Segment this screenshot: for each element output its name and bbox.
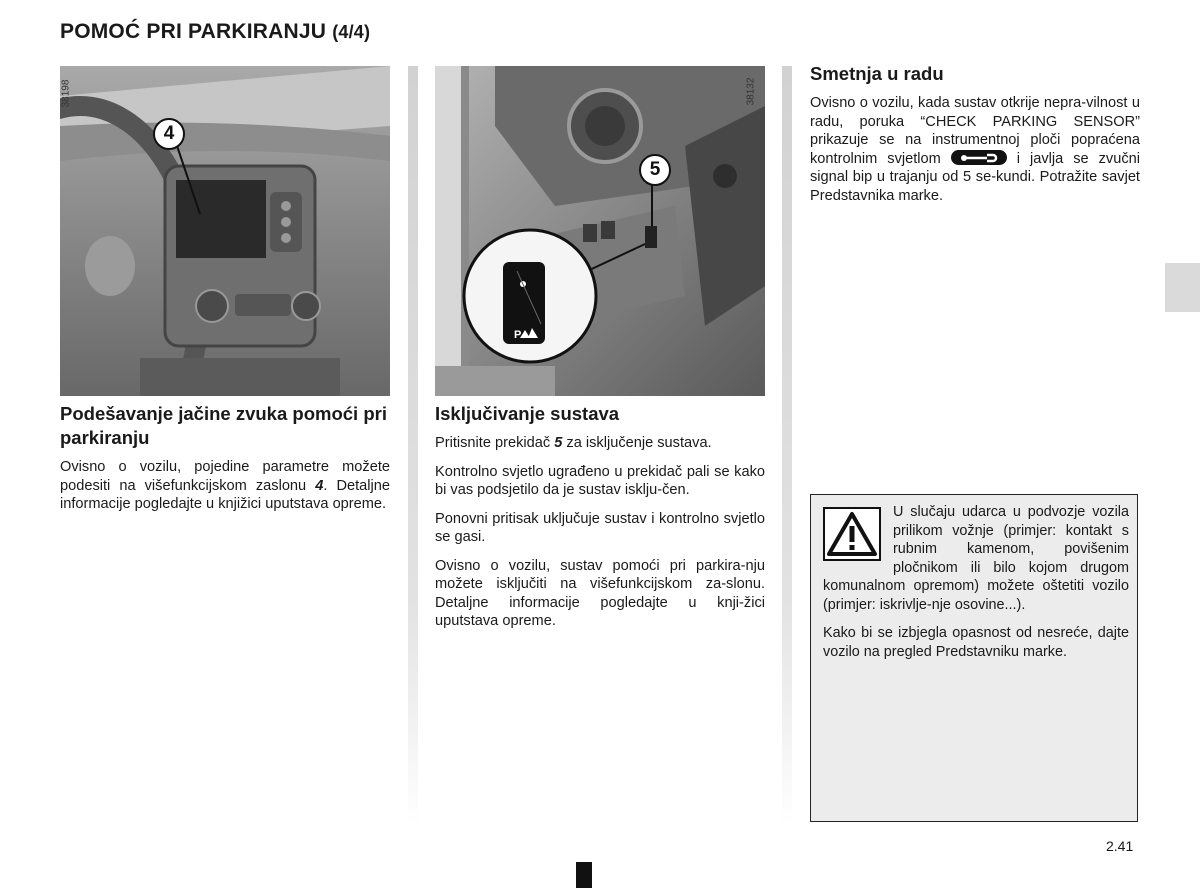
volume-paragraph bbox=[60, 458, 390, 514]
dashboard-illustration bbox=[60, 66, 390, 396]
disable-ref: 5 bbox=[554, 435, 563, 451]
volume-body bbox=[60, 458, 390, 524]
bottom-mark bbox=[576, 862, 592, 888]
column-divider-left bbox=[408, 66, 418, 826]
disable-text-2: za isključenje sustava. bbox=[562, 435, 712, 451]
switch-p-label: P bbox=[514, 329, 522, 341]
warning-box bbox=[810, 494, 1138, 822]
disable-text-1: Pritisnite prekidač bbox=[435, 435, 555, 451]
section-title-volume: Podešavanje jačine zvuka pomoći pri parkiranju bbox=[60, 403, 387, 448]
callout-5: 5 bbox=[639, 154, 671, 186]
warning-paragraph-1: U slučaju udarca u podvozje vozila prilikom vožnje (primjer: kontakt s rubnim kamenom, povišenim pločnikom ili bilo kojom drugom komunalnom opremom) možete oštetiti vozilo (primjer: iskrivlje-nje osovine...). bbox=[823, 504, 1129, 613]
warning-paragraph-2: Kako bi se izbjegla opasnost od nesreće, dajte vozilo na pregled Predstavniku marke. bbox=[823, 625, 1129, 660]
disable-paragraph-1 bbox=[435, 434, 765, 453]
figure-ref-code: 38132 bbox=[745, 77, 757, 106]
malfunction-paragraph bbox=[810, 94, 1140, 205]
disable-body bbox=[435, 434, 765, 641]
malfunction-text-1: Ovisno o vozilu, kada sustav otkrije nepra-vilnost u radu, poruka “CHECK PARKING SENSOR” prikazuje se na instrumentnoj ploči popraćena kontrolnim svjetlom bbox=[810, 95, 1140, 167]
wrench-warning-icon bbox=[951, 150, 1007, 165]
page-title-text: POMOĆ PRI PARKIRANJU bbox=[60, 20, 327, 43]
chapter-thumb-tab bbox=[1165, 263, 1200, 312]
malfunction-body bbox=[810, 94, 1140, 215]
volume-text-1: Ovisno o vozilu, pojedine parametre možete podesiti na višefunkcijskom zaslonu bbox=[60, 459, 390, 494]
column-divider-right bbox=[782, 66, 792, 826]
figure-ref-code: 38198 bbox=[60, 79, 72, 108]
malfunction-text-2: i javlja se zvučni signal bip u trajanju od 5 se-kundi. Potražite savjet Predstavnika marke. bbox=[810, 150, 1140, 204]
switch-photo bbox=[435, 66, 765, 396]
section-title-disable: Isključivanje sustava bbox=[435, 403, 620, 424]
disable-paragraph-3: Ponovni pritisak uključuje sustav i kontrolno svjetlo se gasi. bbox=[435, 510, 765, 545]
switch-illustration bbox=[435, 66, 765, 396]
volume-ref: 4 bbox=[315, 477, 324, 494]
callout-4: 4 bbox=[153, 118, 185, 150]
dashboard-photo bbox=[60, 66, 390, 396]
volume-text-2: . Detaljne informacije pogledajte u knjižici uputstava opreme. bbox=[60, 477, 390, 512]
page-number: 2.41 bbox=[1106, 838, 1134, 854]
page-title-suffix: (4/4) bbox=[332, 22, 371, 42]
disable-paragraph-2: Kontrolno svjetlo ugrađeno u prekidač pali se kako bi vas podsjetilo da je sustav isklju-čen. bbox=[435, 463, 765, 498]
section-title-malfunction: Smetnja u radu bbox=[810, 63, 944, 84]
disable-paragraph-4: Ovisno o vozilu, sustav pomoći pri parkira-nju možete isključiti na višefunkcijskom za-slonu. Detaljne informacije pogledajte u knji-žici uputstava opreme. bbox=[435, 557, 765, 629]
warning-text bbox=[823, 503, 1129, 671]
page-title bbox=[60, 20, 370, 44]
